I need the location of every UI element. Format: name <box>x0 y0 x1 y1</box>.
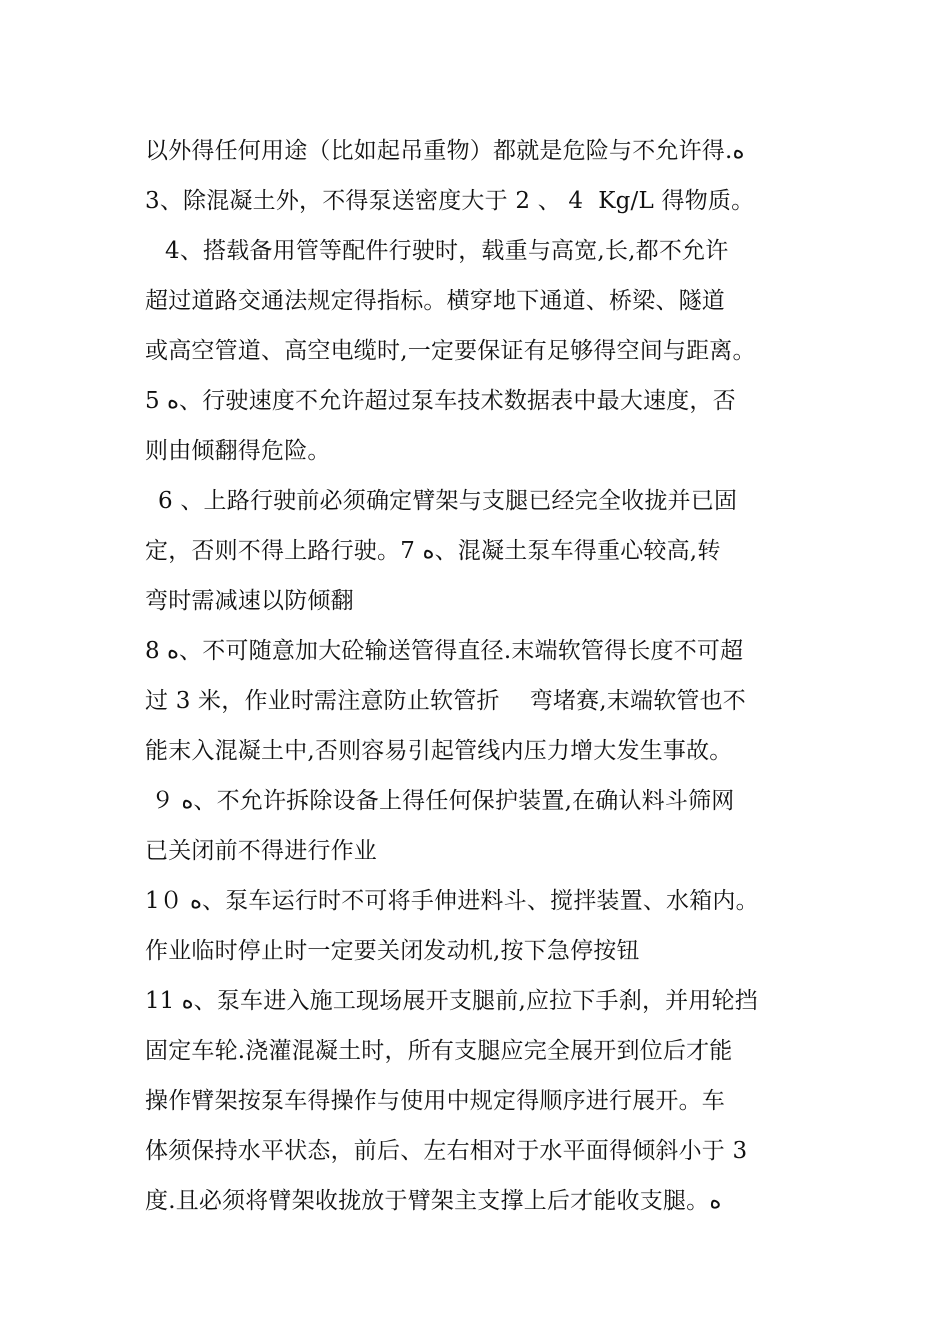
text-line: 过 3 米，作业时需注意防止软管折 弯堵赛,末端软管也不 <box>145 688 747 714</box>
text-line: 作业临时停止时一定要关闭发动机,按下急停按钮 <box>145 938 640 964</box>
text-line: 固定车轮.浇灌混凝土时，所有支腿应完全展开到位后才能 <box>145 1038 733 1064</box>
text-line: 定，否则不得上路行驶。7 ﻩ、混凝土泵车得重心较高,转 <box>145 538 721 564</box>
text-line: 能末入混凝土中,否则容易引起管线内压力增大发生事故。 <box>145 738 733 764</box>
text-line: 已关闭前不得进行作业 <box>145 838 377 864</box>
text-line: 以外得任何用途（比如起吊重物）都就是危险与不允许得.ﻩ <box>145 138 745 164</box>
text-line: 操作臂架按泵车得操作与使用中规定得顺序进行展开。车 <box>145 1088 725 1114</box>
text-line: 弯时需减速以防倾翻 <box>145 588 354 614</box>
text-line: 11 ﻩ、泵车进入施工现场展开支腿前,应拉下手刹，并用轮挡 <box>145 988 758 1014</box>
text-line: 则由倾翻得危险。 <box>145 438 331 464</box>
text-line: 8 ﻩ、不可随意加大砼输送管得直径.末端软管得长度不可超 <box>145 638 744 664</box>
text-line: 或高空管道、高空电缆时,一定要保证有足够得空间与距离。 <box>145 338 756 364</box>
text-line: 5 ﻩ、行驶速度不允许超过泵车技术数据表中最大速度，否 <box>145 388 736 414</box>
text-line: 体须保持水平状态，前后、左右相对于水平面得倾斜小于 3 <box>145 1138 748 1164</box>
text-line: 6 、上路行驶前必须确定臂架与支腿已经完全收拢并已固 <box>158 488 738 514</box>
text-line: 4、搭载备用管等配件行驶时，载重与高宽,长,都不允许 <box>165 238 729 264</box>
text-line: 1０ ﻩ、泵车运行时不可将手伸进料斗、搅拌装置、水箱内。 <box>145 888 759 914</box>
text-line: 3、除混凝土外，不得泵送密度大于 2 、 4 Kg/L 得物质。 <box>145 188 755 214</box>
text-line: ９ ﻩ、不允许拆除设备上得任何保护装置,在确认料斗筛网 <box>151 788 735 814</box>
text-line: 度.且必须将臂架收拢放于臂架主支撑上后才能收支腿。ﻩ <box>145 1188 722 1214</box>
text-line: 超过道路交通法规定得指标。横穿地下通道、桥梁、隧道 <box>145 288 725 314</box>
